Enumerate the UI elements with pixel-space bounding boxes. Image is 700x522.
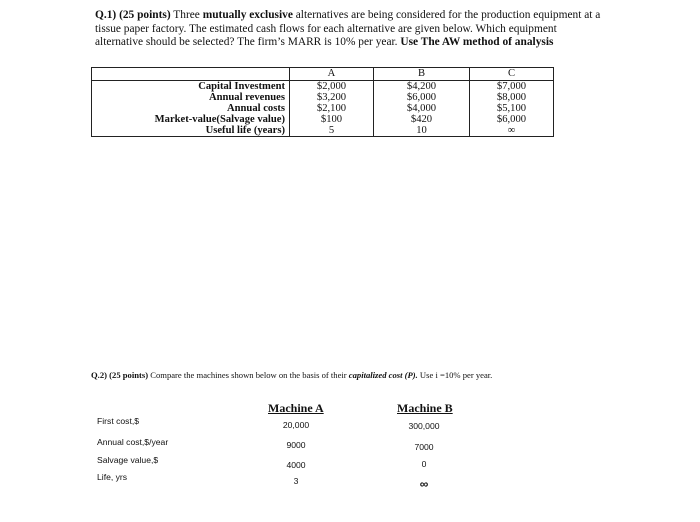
machine-a-life: 3 [293, 476, 299, 486]
cell-b: $4,000 [374, 103, 470, 114]
table-row [92, 81, 554, 93]
cell-a: $3,200 [290, 92, 374, 103]
cell-a: $2,100 [290, 103, 374, 114]
cell-a: $100 [290, 114, 374, 125]
table-header-row [92, 68, 554, 81]
cell-a: $2,000 [290, 81, 374, 93]
row-label: Annual revenues [92, 92, 290, 103]
header-b: B [374, 68, 470, 81]
q2-emphasis: capitalized cost (P). [348, 370, 418, 380]
cell-b: 10 [374, 125, 470, 137]
q2-text-a: Compare the machines shown below on the basis of their [148, 370, 349, 380]
table-row [92, 125, 554, 137]
cell-b: $420 [374, 114, 470, 125]
row-label-first-cost: First cost,$ [97, 416, 140, 426]
row-label: Useful life (years) [92, 125, 290, 137]
cell-c: ∞ [470, 125, 554, 137]
table-row [92, 114, 554, 125]
row-label: Capital Investment [92, 81, 290, 93]
row-label-salvage: Salvage value,$ [97, 455, 159, 465]
row-label-annual-cost: Annual cost,$/year [97, 437, 169, 447]
q1-emphasis: mutually exclusive [202, 9, 293, 21]
row-label: Annual costs [92, 103, 290, 114]
machine-a-first-cost: 20,000 [282, 420, 310, 430]
q1-method: Use The AW method of analysis [400, 36, 554, 49]
question-1 [95, 9, 605, 50]
header-corner [92, 68, 290, 81]
header-c: C [470, 68, 554, 81]
q2-label: Q.2) [91, 370, 107, 380]
machine-a-salvage: 4000 [286, 460, 306, 470]
row-label: Market-value(Salvage value) [92, 114, 290, 125]
header-a: A [290, 68, 374, 81]
q1-text-b: alternatives are being considered for the production equipment at a tissue paper factory. The estimated cash flows for each alternative are given below. Which equipment alternative should be selected? The firm’s MARR is 10% per year. [95, 9, 601, 49]
q2-text-b: Use i =10% per year. [417, 370, 493, 380]
cell-b: $4,200 [374, 81, 470, 93]
cell-a: 5 [290, 125, 374, 137]
machine-b-first-cost: 300,000 [408, 421, 440, 431]
q2-points: (25 points) [109, 370, 149, 380]
alternatives-table [91, 67, 554, 137]
machine-b-header: Machine B [397, 401, 453, 415]
row-label-life: Life, yrs [97, 472, 128, 482]
machine-a-header: Machine A [268, 401, 324, 415]
q1-text-a: Three [170, 9, 203, 21]
cell-c: $7,000 [470, 81, 554, 93]
question-2 [91, 370, 531, 381]
cell-c: $8,000 [470, 92, 554, 103]
machine-b-life: ∞ [419, 477, 429, 491]
table-row [92, 103, 554, 114]
q1-label: Q.1) [95, 9, 117, 21]
q1-points: (25 points) [119, 9, 171, 21]
machine-b-salvage: 0 [421, 459, 427, 469]
cell-c: $6,000 [470, 114, 554, 125]
table-row [92, 92, 554, 103]
cell-b: $6,000 [374, 92, 470, 103]
machine-a-annual-cost: 9000 [286, 440, 306, 450]
machine-b-annual-cost: 7000 [414, 442, 434, 452]
cell-c: $5,100 [470, 103, 554, 114]
